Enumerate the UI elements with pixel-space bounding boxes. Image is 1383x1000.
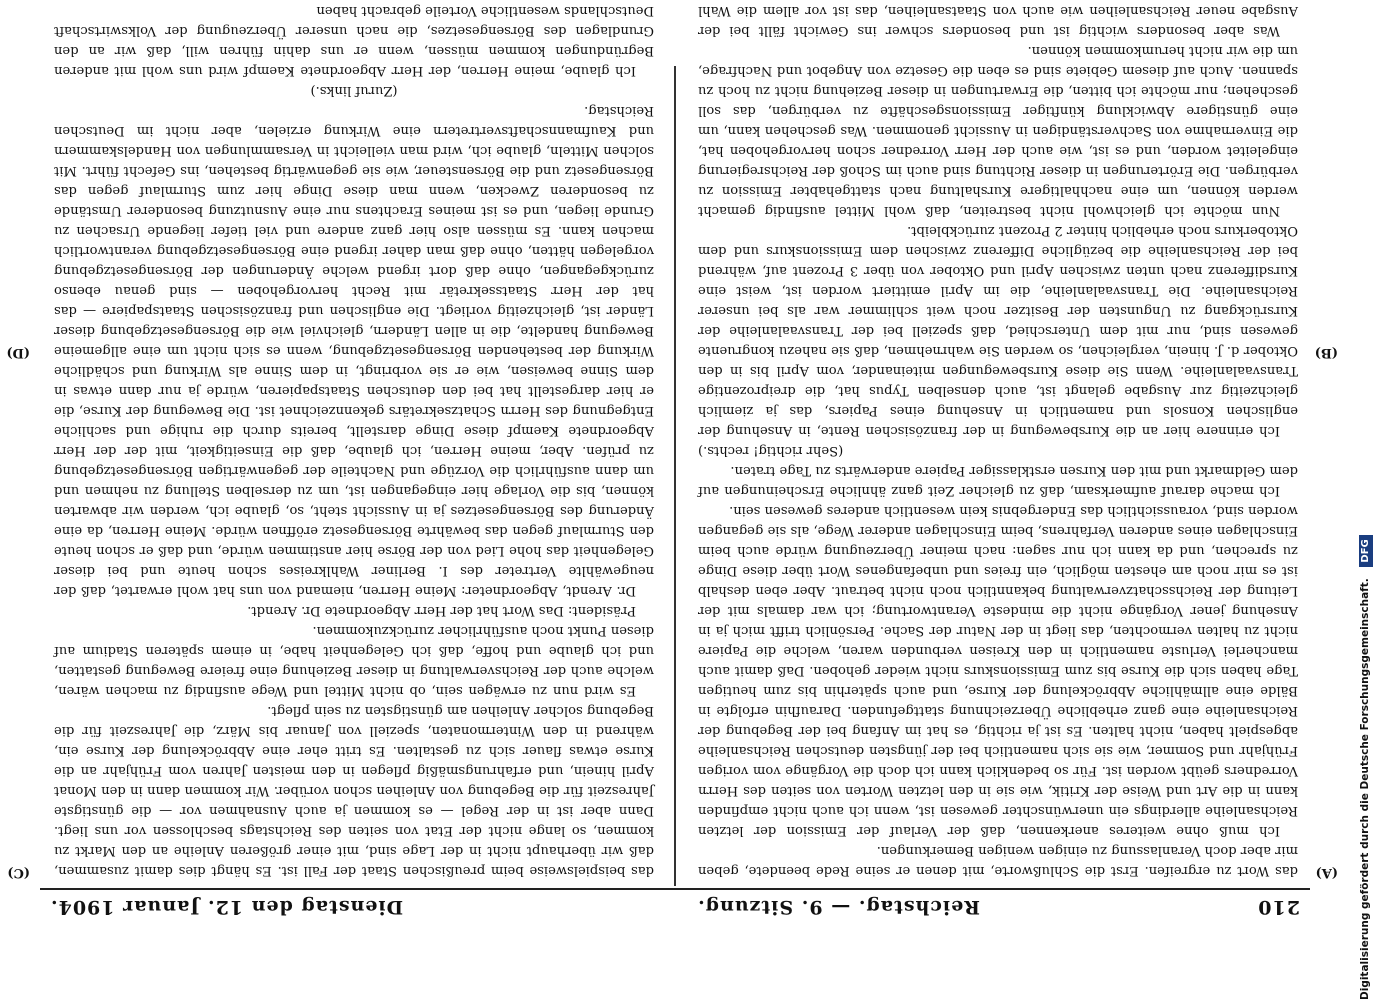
- paragraph: Präsident: Das Wort hat der Herr Abgeordnete Dr. Arendt.: [247, 603, 636, 618]
- running-head: Reichstag. — 9. Sitzung.: [697, 896, 980, 918]
- paragraph: Was aber besonders wichtig ist und besonders schwer ins Gewicht fällt bei der Ausgabe neuer Reichsanleihen wie auch von Staatsanleihen, das ist vor allem die Wahl: [698, 3, 1298, 38]
- digitization-credit: [1355, 0, 1375, 1000]
- page-header: [40, 892, 1310, 920]
- paragraph: Dr. Arendt, Abgeordneter: Meine Herren, niemand von uns hat wohl erwartet, daß der neugewählte Vertreter des I. Berliner Wahlkreises schon heute und bei dieser Gelegenheit das hohe Lied von der Börse hier anstimmen würde, und daß er schon heute den Sturmlauf gegen das bewährte Börsengesetz eröffnen würde. Meine Herren, da eine Änderung des Börsengesetzes ja in Aussicht steht, so, glaube ich, werden wir abwarten können, bis die Vorlage hier eingegangen ist, um zu derselben Stellung zu nehmen und um dann ausführlich die Vorzüge und Nachteile der gegenwärtigen Börsengesetzgebung zu prüfen. Aber, meine Herren, ich glaube, daß die Einseitigkeit, mit der der Herr Abgeordnete Kaempf diese Dinge darstellt, bereits durch die ruhige und sachliche Entgegnung des Herrn Schatzsekretärs gekennzeichnet ist. Die Bewegung der Kurse, die er hier dargestellt hat bei den deutschen Staatspapieren, würde ja nur dann etwas in dem Sinne beweisen, wie er sie vorbringt, in dem Sinne als Wirkung und schädliche Wirkung der bestehenden Börsengesetzgebung, wenn es sich nicht um eine allgemeine Bewegung handelte, die in allen Ländern, gleichviel wie die Börsengesetzgebung dieser Länder ist, gleichzeitig vorliegt. Die englischen und französischen Staatspapiere — das hat der Herr Staatssekretär mit Recht hervorgehoben — sind genau ebenso zurückgegangen, ohne daß dort irgend welche Änderungen der Börsengesetzgebung vorgelegen hätten, ohne daß man daher irgend eine Börsengesetzgebung verantwortlich machen kann. Es müssen also hier ganz andere und viel tiefer liegende Ursachen zu Grunde liegen, und es ist meines Erachtens nur eine Ausnutzung besonderer Umstände zu besonderen Zwecken, wenn man diese Dinge hier zum Sturmlauf gegen das Börsengesetz und die Börsensteuer, wie sie gegenwärtig bestehen, ins Gefecht führt. Mit solchen Mitteln, glaube ich, wird man vielleicht in Versammlungen von Handelskammern und Kaufmannschaftsvertretern eine Wirkung erzielen, aber nicht im Deutschen Reichstag.: [54, 103, 654, 598]
- paragraph: Ich glaube, meine Herren, der Herr Abgeordnete Kaempf wird uns wohl mit anderen Begründungen kommen müssen, wenn er uns dahin führen will, daß wir an den Grundlagen des Börsengesetzes, die nach unserer Überzeugung der Volkswirtschaft Deutschlands wesentliche Vorteile gebracht haben: [54, 3, 654, 78]
- right-column: [54, 3, 654, 880]
- paragraph: das Wort zu ergreifen. Erst die Schlußworte, mit denen er seine Rede beendete, geben mir aber doch Veranlassung zu einigen wenigen Bemerkungen.: [698, 843, 1298, 878]
- page-number: 210: [1257, 896, 1300, 918]
- paragraph: Es wird nun zu erwägen sein, ob nicht Mittel und Wege ausfindig zu machen wären, welche auch der Reichsverwaltung in dieser Beziehung eine freiere Bewegung gestatten, und ich glaube und hoffe, daß ich Gelegenheit habe, in einem späteren Stadium auf diesen Punkt noch ausführlicher zurückzukommen.: [54, 623, 654, 698]
- left-column: [698, 3, 1298, 880]
- margin-mark-a: (A): [1315, 865, 1338, 880]
- paragraph: Ich mache darauf aufmerksam, daß zu gleicher Zeit ganz ähnliche Erscheinungen auf dem Geldmarkt und mit den Kursen erstklassiger Papiere anderwärts zu Tage traten.: [698, 463, 1298, 498]
- header-rule: [40, 888, 1310, 890]
- paragraph: Ich erinnere hier an die Kursbewegung in der französischen Rente, in Ansehung der englischen Konsols und namentlich in Ansehung eines Papiers, das ja ziemlich gleichzeitig zur Ausgabe gelangt ist, auch denselben Typus hat, die dreiprozentige Transvaalanleihe. Wenn Sie diese Kursbewegungen miteinander, vom April bis in den Oktober d. J. hinein, vergleichen, so werden Sie wahrnehmen, daß sie nahezu kongruente gewesen sind, nur mit dem Unterschied, daß speziell bei der Transvaalanleihe der Kursrückgang zu Ungunsten der Besitzer noch weit schlimmer war als bei unserer Reichsanleihe. Die Transvaalanleihe, die im April emittiert worden ist, weist eine Kursdifferenz nach unten zwischen April und Oktober von über 3 Prozent auf, während bei der Reichsanleihe die bezügliche Differenz zwischen dem Emissionskurs und dem Oktoberkurs noch erheblich hinter 2 Prozent zurückbleibt.: [698, 223, 1298, 438]
- interjection: (Sehr richtig! rechts.): [698, 443, 844, 458]
- interjection: (Zuruf links.): [310, 83, 398, 98]
- credit-text: Digitalisierung gefördert durch die Deutsche Forschungsgemeinschaft.: [1359, 578, 1371, 1000]
- paragraph: Ich muß ohne weiteres anerkennen, daß der Verlauf der Emission der letzten Reichsanleihe allerdings ein unerwünschter gewesen ist, wenn ich auch nicht empfinden kann in die Art und Weise der Kritik, wie sie in den letzten Worten von seiten des Herrn Vorredners geübt worden ist. Für so bedenklich kann ich doch die Vorgänge vom vorigen Frühjahr und Sommer, wie sie sich namentlich bei der jüngsten deutschen Reichsanleihe abgespielt haben, nicht halten. Es ist ja richtig, es hat im Anfang bei der Begebung der Reichsanleihe eine ganz erhebliche Überzeichnung stattgefunden. Daraufhin erfolgte in Bälde eine allmähliche Abbröckelung der Kurse, und auch späterhin bis zum heutigen Tage haben sich die Kurse bis zum Emissionskurs nicht wieder gehoben. Daß damit auch mancherlei Verluste namentlich in den Kreisen verbunden waren, welche die Papiere nicht zu halten vermochten, das liegt in der Natur der Sache. Persönlich trifft mich ja in Ansehung jener Vorgänge nicht die mindeste Verantwortung; ich war damals mit der Leitung der Reichsschatzverwaltung bekanntlich noch nicht betraut. Aber eben deshalb ist es mir noch am ehesten möglich, ein freies und unbefangenes Wort über diese Dinge zu sprechen, und da kann ich nur sagen: nach meiner Überzeugung würde auch beim Einschlagen eines anderen Verfahrens, beim Einschlagen anderer Wege, als sie gegangen worden sind, voraussichtlich das Endergebnis kein wesentlich anderes gewesen sein.: [698, 503, 1298, 838]
- dfg-logo: DFG: [1359, 535, 1373, 566]
- rotated-page: [6, 3, 1338, 920]
- column-divider: [674, 66, 676, 886]
- paragraph: das beispielsweise beim preußischen Staat der Fall ist. Es hängt dies damit zusammen, daß wir überhaupt nicht in der Lage sind, mit einer größeren Anleihe an den Markt zu kommen, so lange nicht der Etat von seiten des Reichstags beschlossen vor uns liegt. Dann aber ist in der Regel — es kommen ja auch Ausnahmen vor — die günstigste Jahreszeit für die Begebung von Anleihen schon vorüber. Wir kommen dann in den Monat April hinein, und erfahrungsmäßig pflegen in den meisten Jahren vom Frühjahr an die Kurse etwas flauer sich zu gestalten. Es tritt eher eine Abbröckelung der Kurse ein, während in den Wintermonaten, speziell von Januar bis März, die Jahreszeit für die Begebung solcher Anleihen am günstigsten zu sein pflegt.: [54, 703, 654, 878]
- session-date: Dienstag den 12. Januar 1904.: [50, 896, 404, 918]
- margin-mark-d: (D): [6, 345, 30, 360]
- paragraph: Nun möchte ich gleichwohl nicht bestreiten, daß wohl Mittel ausfindig gemacht werden können, um eine nachhaltigere Kurshaltung nach stattgehabter Emission zu verbürgen. Die Erörterungen in dieser Richtung sind auch im Schoß der Reichsregierung eingeleitet worden, und es ist, wie auch der Herr Vorredner schon hervorgehoben hat, die Einvernahme von Sachverständigen in Aussicht genommen. Was geschehen kann, um eine günstigere Abwicklung künftiger Emissionsgeschäfte zu verbürgen, das soll geschehen; nur möchte ich bitten, die Erwartungen in dieser Beziehung nicht zu hoch zu spannen. Auch auf diesem Gebiete sind es eben die Gesetze von Angebot und Nachfrage, um die wir nicht herumkommen können.: [698, 43, 1298, 218]
- margin-mark-c: (C): [7, 865, 30, 880]
- margin-mark-b: (B): [1314, 345, 1338, 360]
